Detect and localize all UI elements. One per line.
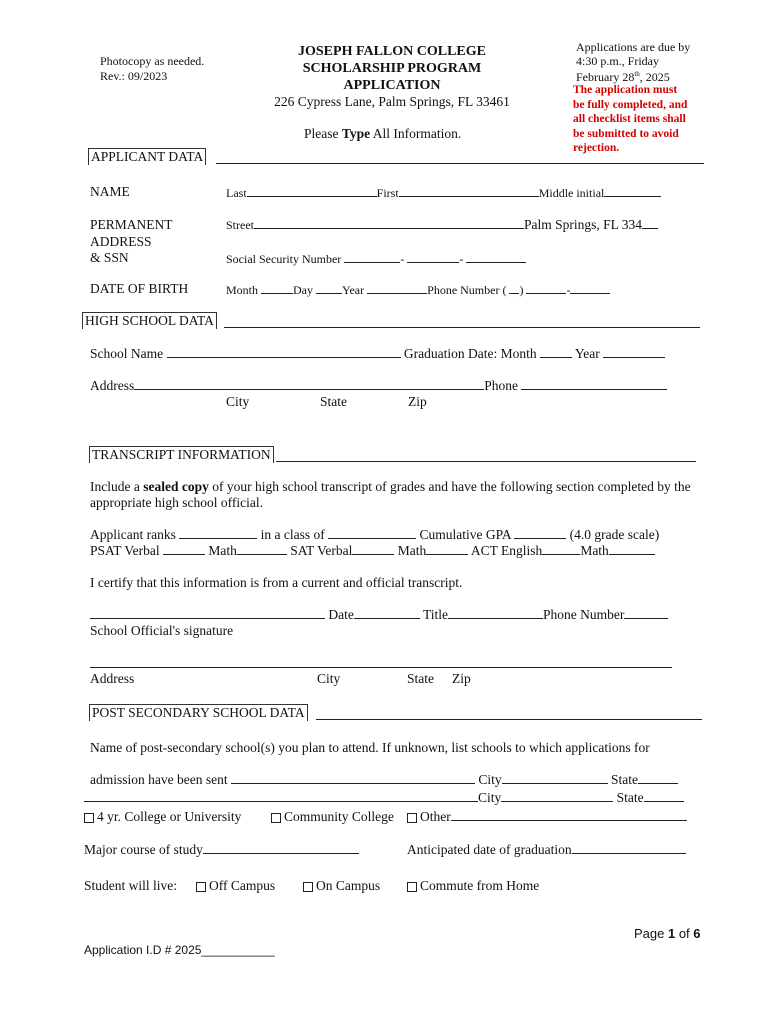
option-4yr-college[interactable]: 4 yr. College or University bbox=[84, 809, 241, 825]
revision-note: Rev.: 09/2023 bbox=[100, 69, 168, 83]
state-caption: State bbox=[320, 394, 347, 409]
zip-caption: Zip bbox=[452, 671, 471, 686]
option-other[interactable]: Other bbox=[407, 809, 687, 825]
college-title: JOSEPH FALLON COLLEGE bbox=[298, 44, 486, 59]
program-title: SCHOLARSHIP PROGRAM bbox=[302, 61, 482, 76]
admission-row-1[interactable]: admission have been sent City State bbox=[90, 772, 678, 788]
dob-row[interactable]: Month Day Year Phone Number ( ) - bbox=[226, 282, 610, 298]
section-transcript-information: TRANSCRIPT INFORMATION bbox=[89, 446, 274, 463]
section-rule bbox=[216, 163, 704, 164]
address-label: PERMANENT ADDRESS & SSN bbox=[90, 217, 173, 265]
state-caption: State bbox=[407, 671, 434, 686]
section-rule bbox=[316, 719, 702, 720]
test-scores-row[interactable]: PSAT Verbal Math SAT Verbal Math ACT English Math bbox=[90, 543, 655, 559]
address-caption: Address bbox=[90, 671, 135, 686]
checkbox-icon[interactable] bbox=[271, 813, 281, 823]
ssn-row[interactable]: Social Security Number - - bbox=[226, 251, 526, 267]
city-caption: City bbox=[226, 394, 250, 409]
rejection-warning: The application must be fully completed, and all checklist items shall be submitted to avoid rejection. bbox=[573, 84, 688, 154]
city-caption: City bbox=[317, 671, 341, 686]
school-name-row[interactable]: School Name Graduation Date: Month Year bbox=[90, 346, 665, 362]
certify-statement: I certify that this information is from a current and official transcript. bbox=[90, 575, 463, 590]
rank-row[interactable]: Applicant ranks in a class of Cumulative GPA (4.0 grade scale) bbox=[90, 527, 660, 542]
official-address-line[interactable] bbox=[90, 667, 672, 668]
option-off-campus[interactable]: Off Campus bbox=[196, 878, 275, 894]
name-row[interactable]: Last First Middle initial bbox=[226, 185, 661, 201]
school-address-row[interactable]: Address Phone bbox=[90, 378, 667, 394]
official-signature-row[interactable]: Date Title Phone Number bbox=[90, 607, 668, 623]
section-rule bbox=[224, 327, 700, 328]
due-date-note: Applications are due by 4:30 p.m., Friday February 28th, 2025 bbox=[576, 40, 691, 84]
street-row[interactable]: Street Palm Springs, FL 334 bbox=[226, 217, 658, 233]
option-commute[interactable]: Commute from Home bbox=[407, 878, 539, 894]
section-rule bbox=[276, 461, 696, 462]
application-title: APPLICATION bbox=[343, 78, 441, 93]
type-instruction: Please Type All Information. bbox=[304, 126, 462, 141]
major-row[interactable]: Major course of study bbox=[84, 842, 359, 858]
zip-caption: Zip bbox=[408, 394, 427, 409]
option-on-campus[interactable]: On Campus bbox=[303, 878, 380, 894]
section-post-secondary-data: POST SECONDARY SCHOOL DATA bbox=[89, 704, 308, 721]
checkbox-icon[interactable] bbox=[84, 813, 94, 823]
dob-label: DATE OF BIRTH bbox=[90, 281, 189, 296]
signature-caption: School Official's signature bbox=[90, 623, 234, 638]
section-high-school-data: HIGH SCHOOL DATA bbox=[82, 312, 217, 329]
post-secondary-intro: Name of post-secondary school(s) you plan to attend. If unknown, list schools to which applications for bbox=[90, 740, 650, 755]
checkbox-icon[interactable] bbox=[407, 882, 417, 892]
anticipated-graduation-row[interactable]: Anticipated date of graduation bbox=[407, 842, 686, 858]
checkbox-icon[interactable] bbox=[196, 882, 206, 892]
name-label: NAME bbox=[90, 184, 130, 199]
application-id: Application I.D # 2025___________ bbox=[84, 943, 275, 957]
checkbox-icon[interactable] bbox=[303, 882, 313, 892]
option-community-college[interactable]: Community College bbox=[271, 809, 394, 825]
admission-row-2[interactable]: City State bbox=[84, 790, 684, 806]
transcript-intro: Include a sealed copy of your high school transcript of grades and have the following section completed by the appropriate high school official. bbox=[90, 479, 691, 510]
live-label: Student will live: bbox=[84, 878, 177, 893]
checkbox-icon[interactable] bbox=[407, 813, 417, 823]
page-number: Page 1 of 6 bbox=[634, 926, 701, 941]
college-address: 226 Cypress Lane, Palm Springs, FL 33461 bbox=[274, 94, 510, 109]
section-applicant-data: APPLICANT DATA bbox=[88, 148, 206, 165]
photocopy-note: Photocopy as needed. bbox=[100, 54, 205, 68]
